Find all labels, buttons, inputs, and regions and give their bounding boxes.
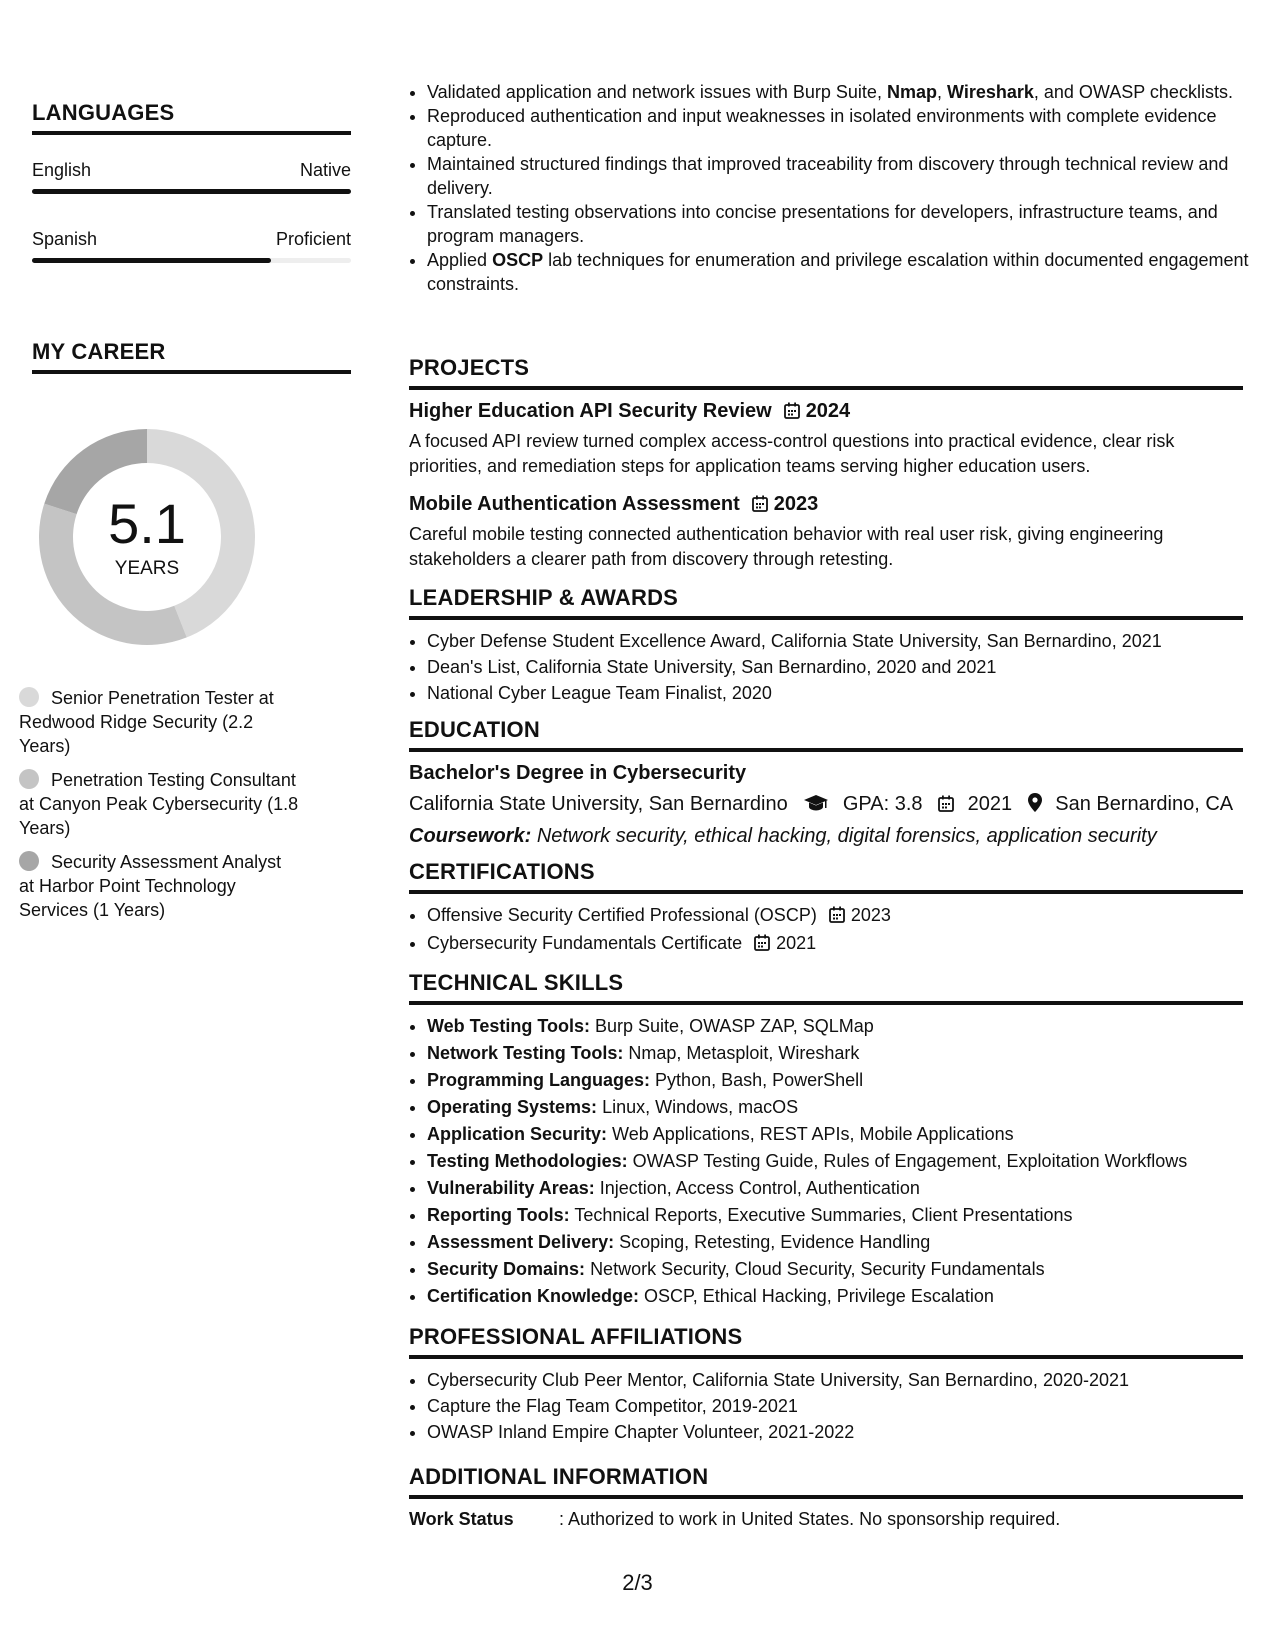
skill-label: Web Testing Tools:	[427, 1016, 590, 1036]
language-level: Native	[299, 160, 351, 180]
skill-value: Injection, Access Control, Authentication	[599, 1178, 920, 1198]
work-status-label: Work Status	[409, 1509, 514, 1529]
certification-name: Cybersecurity Fundamentals Certificate	[427, 933, 743, 953]
additional-title: ADDITIONAL INFORMATION	[409, 1464, 1243, 1499]
work-status-row	[409, 1507, 1243, 1531]
projects-section	[409, 355, 1243, 572]
career-total-years: 5.1	[108, 492, 186, 555]
skill-item	[427, 1094, 1243, 1121]
language-proficiency-fill	[32, 258, 271, 263]
project-item	[409, 398, 1243, 479]
career-role-list	[19, 686, 299, 932]
project-description: Careful mobile testing connected authentication behavior with real user risk, giving engineering stakeholders a clearer path from discovery through retesting.	[409, 524, 1164, 569]
work-status-value: : Authorized to work in United States. No sponsorship required.	[559, 1509, 1061, 1529]
leadership-list	[409, 628, 1243, 706]
skill-label: Security Domains:	[427, 1259, 586, 1279]
skill-label: Reporting Tools:	[427, 1205, 570, 1225]
experience-bullet: • Applied OSCP lab techniques for enumeration and privilege escalation within documented engagement constraints.	[427, 248, 1261, 296]
graduation-year: 2021	[967, 793, 1013, 815]
certification-year: 2021	[776, 933, 817, 953]
list-item: • OWASP Inland Empire Chapter Volunteer, 2021-2022	[427, 1419, 1243, 1445]
career-donut-chart	[34, 424, 260, 650]
skill-value: Linux, Windows, macOS	[602, 1097, 799, 1117]
project-name: Mobile Authentication Assessment	[409, 493, 740, 515]
calendar-icon	[938, 792, 954, 820]
legend-dot	[19, 687, 39, 707]
certifications-title: CERTIFICATIONS	[409, 859, 1243, 894]
list-item: • Dean's List, California State University, San Bernardino, 2020 and 2021	[427, 654, 1243, 680]
page-number: 2/3	[622, 1570, 653, 1595]
affiliations-title: PROFESSIONAL AFFILIATIONS	[409, 1324, 1243, 1359]
skill-value: Technical Reports, Executive Summaries, Client Presentations	[574, 1205, 1073, 1225]
list-item	[427, 930, 1243, 958]
language-level: Proficient	[275, 229, 351, 249]
experience-bullet: • Reproduced authentication and input weaknesses in isolated environments with complete evidence capture.	[427, 104, 1261, 152]
skill-label: Certification Knowledge:	[427, 1286, 640, 1306]
skill-item	[427, 1229, 1243, 1256]
skill-value: Python, Bash, PowerShell	[655, 1070, 864, 1090]
calendar-icon	[752, 493, 768, 519]
skill-item	[427, 1040, 1243, 1067]
skill-item	[427, 1175, 1243, 1202]
skill-item	[427, 1283, 1243, 1310]
gpa: GPA: 3.8	[842, 793, 923, 815]
languages-title: LANGUAGES	[32, 100, 351, 135]
language-proficiency-bar	[32, 258, 351, 263]
skill-value: Nmap, Metasploit, Wireshark	[628, 1043, 860, 1063]
certifications-list	[409, 902, 1243, 958]
list-item: • Capture the Flag Team Competitor, 2019-2021	[427, 1393, 1243, 1419]
calendar-icon	[829, 904, 845, 930]
additional-section	[409, 1464, 1243, 1531]
education-details	[409, 790, 1243, 820]
school-location: San Bernardino, CA	[1055, 793, 1234, 815]
project-year: 2024	[805, 400, 851, 422]
calendar-icon	[784, 400, 800, 426]
education-section	[409, 717, 1243, 850]
skill-value: Web Applications, REST APIs, Mobile Applications	[612, 1124, 1014, 1144]
legend-dot	[19, 851, 39, 871]
certification-year: 2023	[850, 905, 891, 925]
skill-value: Burp Suite, OWASP ZAP, SQLMap	[595, 1016, 874, 1036]
skill-item	[427, 1202, 1243, 1229]
school-name: California State University, San Bernardino	[409, 793, 788, 815]
skills-section	[409, 970, 1243, 1310]
language-english	[32, 160, 351, 194]
career-role-item: Penetration Testing Consultant at Canyon Peak Cybersecurity (1.8 Years)	[19, 770, 299, 838]
career-years-label: YEARS	[114, 558, 180, 579]
experience-bullet: • Maintained structured findings that improved traceability from discovery through technical review and delivery.	[427, 152, 1261, 200]
experience-bullets	[409, 80, 1261, 296]
language-proficiency-bar	[32, 189, 351, 194]
skill-label: Network Testing Tools:	[427, 1043, 624, 1063]
list-item: • Cyber Defense Student Excellence Award, California State University, San Bernardino, 2021	[427, 628, 1243, 654]
education-title: EDUCATION	[409, 717, 1243, 752]
projects-title: PROJECTS	[409, 355, 1243, 390]
skill-label: Assessment Delivery:	[427, 1232, 615, 1252]
skill-label: Vulnerability Areas:	[427, 1178, 595, 1198]
language-name: Spanish	[32, 229, 98, 249]
graduation-cap-icon	[803, 792, 829, 820]
career-role-item: Senior Penetration Tester at Redwood Ridge Security (2.2 Years)	[19, 688, 274, 756]
list-item	[427, 902, 1243, 930]
calendar-icon	[754, 932, 770, 958]
skill-item	[427, 1256, 1243, 1283]
affiliations-section	[409, 1324, 1243, 1445]
skill-value: OWASP Testing Guide, Rules of Engagement, Exploitation Workflows	[632, 1151, 1188, 1171]
certification-name: Offensive Security Certified Professional (OSCP)	[427, 905, 817, 925]
project-name: Higher Education API Security Review	[409, 400, 772, 422]
skill-value: Network Security, Cloud Security, Security Fundamentals	[590, 1259, 1045, 1279]
skill-value: Scoping, Retesting, Evidence Handling	[619, 1232, 931, 1252]
skill-item	[427, 1148, 1243, 1175]
certifications-section	[409, 859, 1243, 958]
skill-item	[427, 1067, 1243, 1094]
skill-value: OSCP, Ethical Hacking, Privilege Escalation	[644, 1286, 994, 1306]
project-description: A focused API review turned complex access-control questions into practical evidence, clear risk priorities, and remediation steps for application teams serving higher education users.	[409, 431, 1175, 476]
affiliations-list	[409, 1367, 1243, 1445]
coursework-label: Coursework:	[409, 825, 532, 847]
skill-label: Testing Methodologies:	[427, 1151, 628, 1171]
project-item	[409, 491, 1243, 572]
project-year: 2023	[773, 493, 819, 515]
skill-item	[427, 1013, 1243, 1040]
degree-title: Bachelor's Degree in Cybersecurity	[409, 762, 747, 784]
experience-bullet: • Translated testing observations into concise presentations for developers, infrastructure teams, and program managers.	[427, 200, 1261, 248]
career-title: MY CAREER	[32, 339, 351, 374]
skill-label: Programming Languages:	[427, 1070, 651, 1090]
coursework	[409, 822, 1243, 850]
career-role-item: Security Assessment Analyst at Harbor Point Technology Services (1 Years)	[19, 852, 282, 920]
legend-dot	[19, 769, 39, 789]
coursework-text: Network security, ethical hacking, digital forensics, application security	[536, 825, 1157, 847]
list-item: • National Cyber League Team Finalist, 2020	[427, 680, 1243, 706]
skill-label: Operating Systems:	[427, 1097, 598, 1117]
leadership-title: LEADERSHIP & AWARDS	[409, 585, 1243, 620]
experience-bullet: • Validated application and network issues with Burp Suite, Nmap, Wireshark, and OWASP checklists.	[427, 80, 1261, 104]
list-item: • Cybersecurity Club Peer Mentor, California State University, San Bernardino, 2020-2021	[427, 1367, 1243, 1393]
language-spanish	[32, 229, 351, 263]
skills-list	[409, 1013, 1243, 1310]
skills-title: TECHNICAL SKILLS	[409, 970, 1243, 1005]
location-pin-icon	[1028, 792, 1042, 820]
leadership-section	[409, 585, 1243, 706]
skill-item	[427, 1121, 1243, 1148]
language-proficiency-fill	[32, 189, 351, 194]
language-name: English	[32, 160, 92, 180]
skill-label: Application Security:	[427, 1124, 608, 1144]
